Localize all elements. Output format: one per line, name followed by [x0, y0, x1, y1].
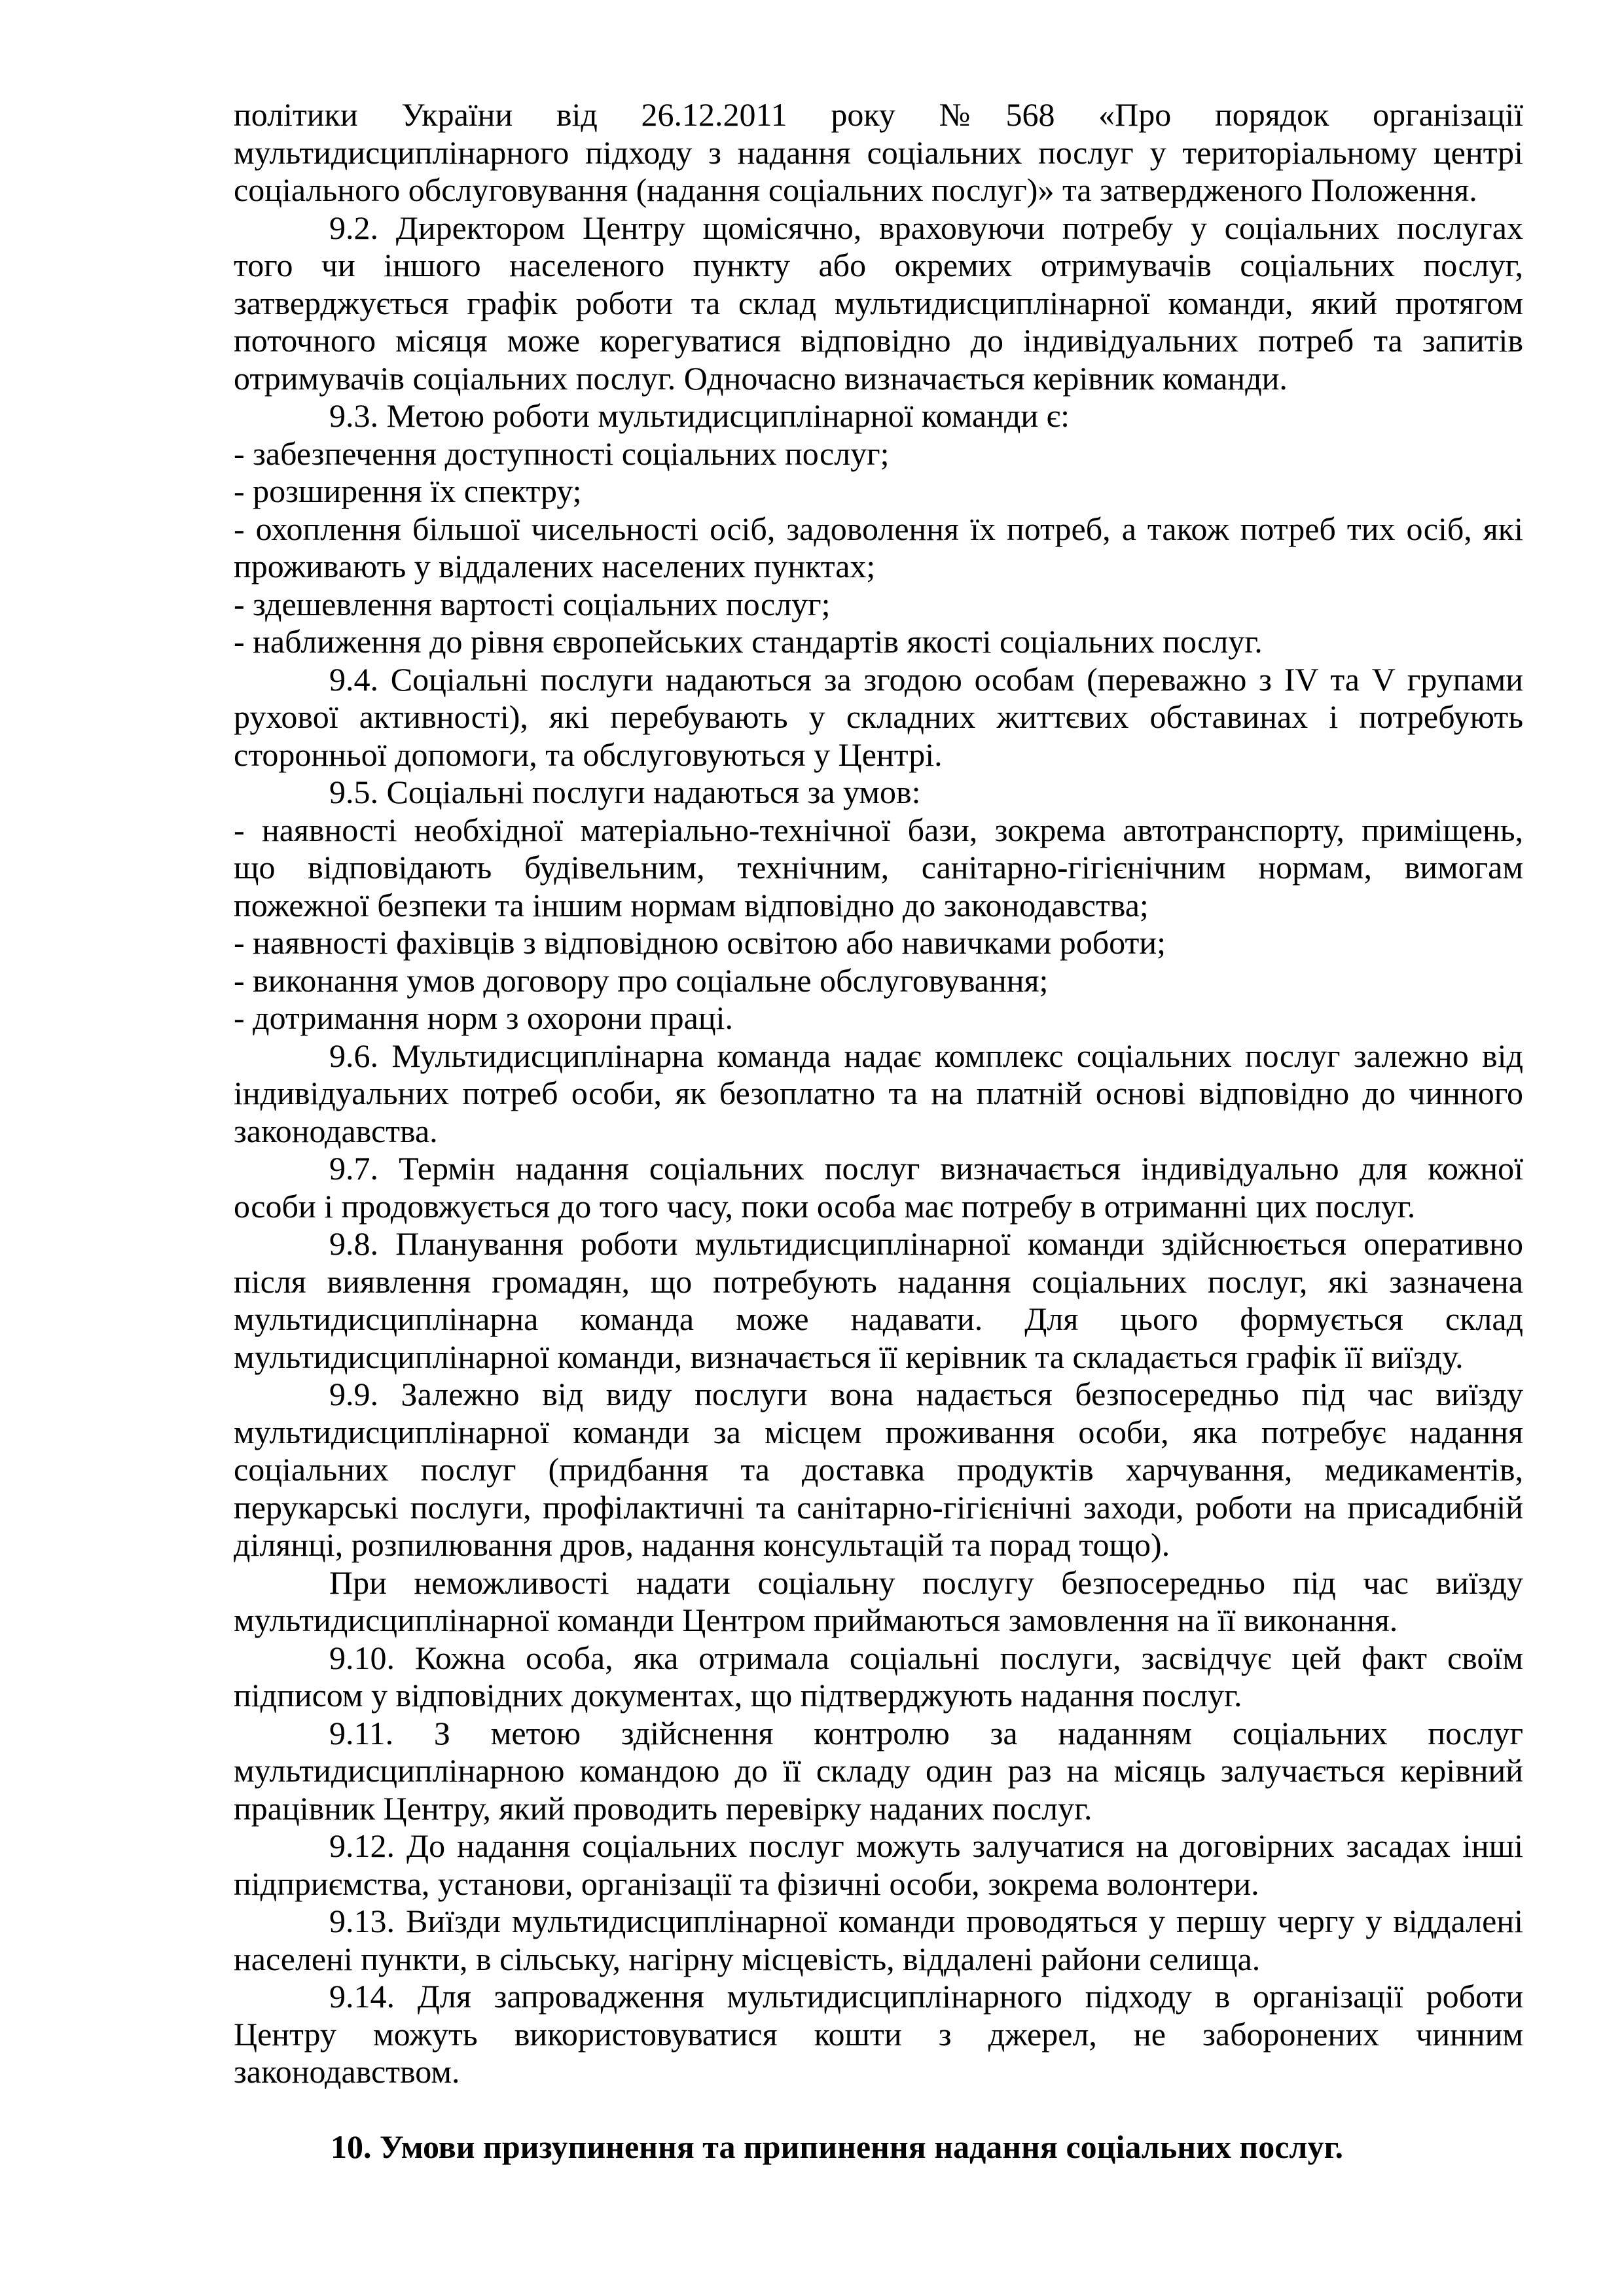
text-line: - виконання умов договору про соціальне обслуговування; — [234, 961, 1049, 999]
paragraph — [234, 999, 1523, 1037]
text-line: Центру можуть використовуватися кошти з джерел, не заборонених чинним — [234, 2015, 1523, 2053]
paragraph — [234, 661, 1523, 774]
text-line: мультидисциплінарної команди, визначається її керівник та складається графік її виїзду. — [234, 1338, 1464, 1375]
text-line: пожежної безпеки та іншим нормам відповідно до законодавства; — [234, 886, 1149, 924]
text-line: 9.8. Планування роботи мультидисциплінарної команди здійснюється оперативно — [329, 1225, 1523, 1262]
text-line: мультидисциплінарної команди Центром приймаються замовлення на її виконання. — [234, 1602, 1398, 1638]
paragraph — [234, 1715, 1523, 1828]
text-line: - охоплення більшої чисельності осіб, задоволення їх потреб, а також потреб тих осіб, які — [234, 510, 1523, 547]
text-line: політики України від 26.12.2011 року №568 «Про порядок організації — [234, 96, 1523, 133]
text-line: особи і продовжується до того часу, поки особа має потребу в отриманні цих послуг. — [234, 1187, 1416, 1225]
text-line: мультидисциплінарною командою до її складу один раз на місяць залучається керівний — [234, 1752, 1523, 1789]
text-line: підписом у відповідних документах, що підтверджують надання послуг. — [234, 1677, 1242, 1713]
text-line: перукарські послуги, профілактичні та санітарно-гігієнічні заходи, роботи на присадибній — [234, 1488, 1523, 1526]
text-line: населені пункти, в сільську, нагірну місцевість, віддалені райони селища. — [234, 1940, 1261, 1977]
section-heading: 10. Умови призупинення та припинення надання соціальних послуг. — [331, 2128, 1344, 2165]
text-line: При неможливості надати соціальну послугу безпосередньо під час виїзду — [329, 1564, 1523, 1601]
text-line: того чи іншого населеного пункту або окремих отримувачів соціальних послуг, — [234, 247, 1523, 283]
paragraph — [234, 435, 1523, 473]
text-line: після виявлення громадян, що потребують надання соціальних послуг, які зазначена — [234, 1263, 1523, 1300]
text-line: індивідуальних потреб особи, як безоплатно та на платній основі відповідно до чинного — [234, 1075, 1523, 1111]
text-line: поточного місяця може корегуватися відповідно до індивідуальних потреб та запитів — [234, 322, 1523, 359]
paragraph — [234, 397, 1523, 435]
text-line: підприємства, установи, організації та фізичні особи, зокрема волонтери. — [234, 1865, 1259, 1902]
text-line: що відповідають будівельним, технічним, санітарно-гігієнічним нормам, вимогам — [234, 849, 1523, 886]
text-line: 9.3. Метою роботи мультидисциплінарної команди є: — [329, 397, 1070, 434]
paragraph — [234, 1640, 1523, 1715]
text-line: - здешевлення вартості соціальних послуг; — [234, 585, 831, 622]
paragraph — [234, 1903, 1523, 1978]
text-line: соціальних послуг (придбання та доставка продуктів харчування, медикаментів, — [234, 1451, 1523, 1488]
body-text — [234, 96, 1523, 2091]
text-line: проживають у віддалених населених пунктах; — [234, 548, 876, 584]
text-line: мультидисциплінарної команди за місцем проживання особи, яка потребує надання — [234, 1413, 1523, 1450]
text-line: працівник Центру, який проводить перевірку наданих послуг. — [234, 1789, 1092, 1827]
paragraph — [234, 812, 1523, 925]
text-line: ділянці, розпилювання дров, надання консультацій та порад тощо). — [234, 1526, 1170, 1563]
text-line: - дотримання норм з охорони праці. — [234, 999, 734, 1036]
paragraph — [234, 1225, 1523, 1376]
text-line: 9.9. Залежно від виду послуги вона надається безпосередньо під час виїзду — [329, 1376, 1523, 1412]
text-line: - забезпечення доступності соціальних послуг; — [234, 435, 890, 472]
text-line: - наявності необхідної матеріально-технічної бази, зокрема автотранспорту, приміщень, — [234, 811, 1523, 848]
text-line: отримувачів соціальних послуг. Одночасно визначається керівник команди. — [234, 359, 1288, 397]
paragraph — [234, 623, 1523, 661]
text-line: - розширення їх спектру; — [234, 473, 582, 509]
paragraph — [234, 1376, 1523, 1564]
text-line: мультидисциплінарна команда може надавати. Для цього формується склад — [234, 1300, 1523, 1337]
paragraph — [234, 1150, 1523, 1225]
paragraph — [234, 962, 1523, 1000]
text-line: рухової активності), які перебувають у складних життєвих обставинах і потребують — [234, 698, 1523, 735]
text-line: мультидисциплінарного підходу з надання соціальних послуг у територіальному центрі — [234, 134, 1523, 171]
text-line: сторонньої допомоги, та обслуговуються у Центрі. — [234, 736, 943, 773]
text-line: 9.2. Директором Центру щомісячно, враховуючи потребу у соціальних послугах — [329, 209, 1523, 246]
text-line: законодавства. — [234, 1112, 438, 1149]
paragraph — [234, 1827, 1523, 1903]
text-line: 9.12. До надання соціальних послуг можуть залучатися на договірних засадах інші — [329, 1827, 1523, 1864]
text-line: 9.7. Термін надання соціальних послуг визначається індивідуально для кожної — [329, 1150, 1523, 1187]
text-line: затверджується графік роботи та склад мультидисциплінарної команди, який протягом — [234, 284, 1523, 321]
text-line: 9.5. Соціальні послуги надаються за умов: — [329, 774, 921, 810]
text-line: - наявності фахівців з відповідною освітою або навичками роботи; — [234, 924, 1166, 961]
paragraph — [234, 209, 1523, 398]
paragraph — [234, 511, 1523, 586]
paragraph — [234, 96, 1523, 209]
text-line: 9.6. Мультидисциплінарна команда надає комплекс соціальних послуг залежно від — [329, 1037, 1523, 1074]
paragraph — [234, 586, 1523, 624]
paragraph — [234, 1037, 1523, 1151]
text-line: 9.10. Кожна особа, яка отримала соціальні послуги, засвідчує цей факт своїм — [329, 1639, 1523, 1676]
paragraph — [234, 1564, 1523, 1640]
paragraph — [234, 1978, 1523, 2091]
paragraph — [234, 774, 1523, 812]
document-page — [234, 96, 1523, 2166]
paragraph — [234, 924, 1523, 962]
paragraph — [234, 473, 1523, 511]
text-line: законодавством. — [234, 2053, 460, 2090]
text-line: соціального обслуговування (надання соціальних послуг)» та затвердженого Положення. — [234, 171, 1477, 208]
text-line: 9.13. Виїзди мультидисциплінарної команди проводяться у першу чергу у віддалені — [329, 1903, 1523, 1939]
text-line: 9.14. Для запровадження мультидисциплінарного підходу в організації роботи — [329, 1978, 1523, 2015]
text-line: 9.11. З метою здійснення контролю за наданням соціальних послуг — [329, 1714, 1523, 1751]
text-line: - наближення до рівня європейських стандартів якості соціальних послуг. — [234, 623, 1263, 660]
text-line: 9.4. Соціальні послуги надаються за згодою особам (переважно з IV та V групами — [329, 660, 1523, 698]
